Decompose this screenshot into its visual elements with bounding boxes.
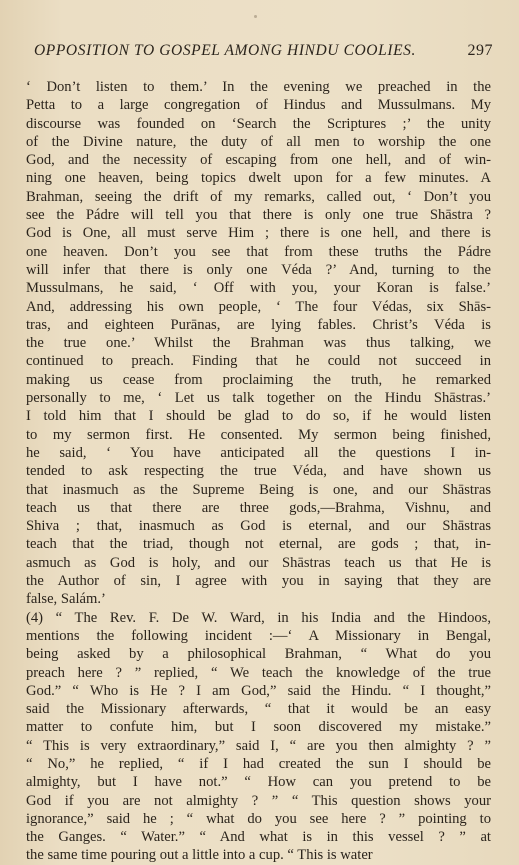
text-line: asmuch as God is holy, and our Shāstras teach us that He is	[26, 554, 491, 571]
paper-speck	[254, 15, 257, 18]
text-line: (4) “ The Rev. F. De W. Ward, in his India and the Hindoos,	[26, 609, 491, 626]
text-line: of the Divine nature, the duty of all men to worship the one	[26, 133, 491, 150]
text-line: discourse was founded on ‘Search the Scriptures ;’ the unity	[26, 115, 491, 132]
text-line: teach that the triad, though not eternal, are gods ; that, in-	[26, 536, 491, 553]
text-line: continued to preach. Finding that he could not succeed in	[26, 353, 491, 370]
text-line: false, Salám.’	[26, 591, 106, 608]
text-line: tended to ask respecting the true Véda, and have shown us	[26, 463, 491, 480]
text-line: the Author of sin, I agree with you in saying that they are	[26, 573, 491, 590]
text-line: tras, and eighteen Purānas, are lying fables. Christ’s Véda is	[26, 316, 491, 333]
text-line: one heaven. Don’t you see that from these truths the Pádre	[26, 243, 491, 260]
text-line: will infer that there is only one Véda ?’ And, turning to the	[26, 261, 491, 278]
text-line: ning one heaven, being topics dwelt upon for a few minutes. A	[26, 170, 491, 187]
text-line: almighty, but I have not.” “ How can you pretend to be	[26, 774, 491, 791]
text-line: that inasmuch as the Supreme Being is one, and our Shāstras	[26, 481, 491, 498]
text-line: “ This is very extraordinary,” said I, “ are you then almighty ? ”	[26, 737, 491, 754]
text-line: And, addressing his own people, ‘ The four Védas, six Shās-	[26, 298, 491, 315]
page-header	[30, 42, 493, 64]
text-line: making us cease from proclaiming the truth, he remarked	[26, 371, 491, 388]
text-line: Mussulmans, he said, ‘ Off with you, your Koran is false.’	[26, 280, 491, 297]
text-line: God.” “ Who is He ? I am God,” said the Hindu. “ I thought,”	[26, 682, 491, 699]
text-line: Shiva ; that, inasmuch as God is eternal, and our Shāstras	[26, 518, 491, 535]
text-line: he said, ‘ You have anticipated all the questions I in-	[26, 444, 491, 461]
running-head: OPPOSITION TO GOSPEL AMONG HINDU COOLIES.	[34, 42, 416, 59]
text-line: God is One, all must serve Him ; there is one hell, and there is	[26, 225, 491, 242]
text-line: said the Missionary afterwards, “ that it would be an easy	[26, 701, 491, 718]
text-line: matter to confute him, but I soon discovered my mistake.”	[26, 719, 491, 736]
text-line: mentions the following incident :—‘ A Missionary in Bengal,	[26, 627, 491, 644]
text-line: Brahman, seeing the drift of my remarks, called out, ‘ Don’t you	[26, 188, 491, 205]
text-line: personally to me, ‘ Let us talk together on the Hindu Shāstras.’	[26, 390, 491, 407]
text-line: the same time pouring out a little into a cup. “ This is water	[26, 847, 373, 864]
text-line: see the Pádre will tell you that there is only one true Shāstra ?	[26, 207, 491, 224]
text-line: I told him that I should be glad to do so, if he would listen	[26, 408, 491, 425]
text-line: ‘ Don’t listen to them.’ In the evening we preached in the	[26, 79, 491, 95]
page-number: 297	[467, 42, 493, 59]
text-line: to my sermon first. He consented. My sermon being finished,	[26, 426, 491, 443]
text-line: the true one.’ Whilst the Brahman was thus talking, we	[26, 335, 491, 352]
text-line: preach here ? ” replied, “ We teach the knowledge of the true	[26, 664, 491, 681]
text-line: being asked by a philosophical Brahman, “ What do you	[26, 646, 491, 663]
text-line: the Ganges. “ Water.” “ And what is in this vessel ? ” at	[26, 829, 491, 846]
text-line: ignorance,” said he ; “ what do you see here ? ” pointing to	[26, 810, 491, 827]
body-text	[26, 78, 491, 865]
text-line: teach us that there are three gods,—Brahma, Vishnu, and	[26, 499, 491, 516]
text-line: God, and the necessity of escaping from one hell, and of win-	[26, 152, 491, 169]
text-line: Petta to a large congregation of Hindus and Mussulmans. My	[26, 97, 491, 114]
text-line: God if you are not almighty ? ” “ This question shows your	[26, 792, 491, 809]
text-line: “ No,” he replied, “ if I had created the sun I should be	[26, 755, 491, 772]
